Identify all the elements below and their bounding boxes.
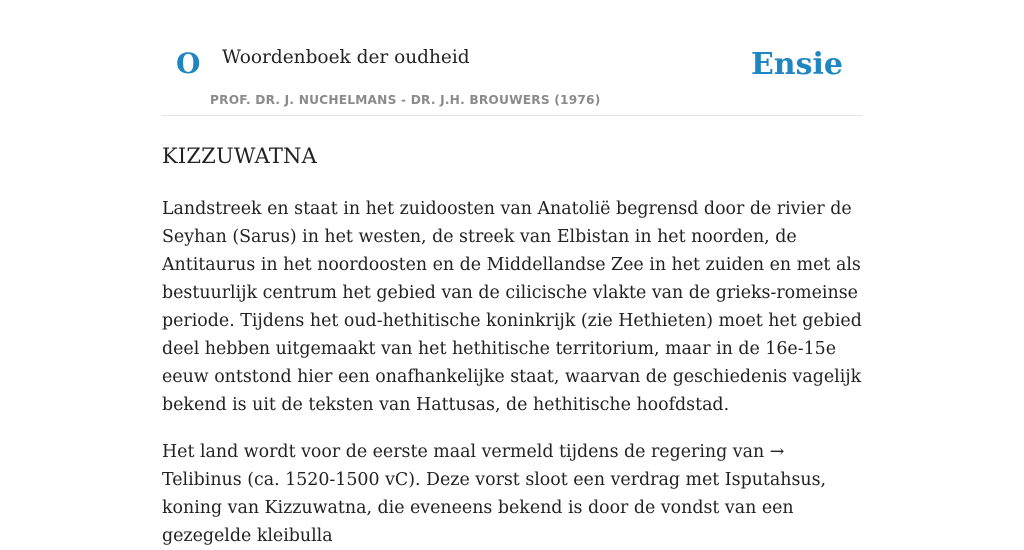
content-container — [162, 0, 862, 550]
arrow-right-icon: → — [769, 442, 785, 462]
article-paragraph-1: Landstreek en staat in het zuidoosten van Anatolië begrensd door de rivier de Seyhan (Sarus) in het westen, de streek van Elbistan in het noorden, de Antitaurus in het noordoosten en de Middellandse Zee in het zuiden en met als bestuurlijk centrum het gebied van de cilicische vlakte van de grieks-romeinse periode. Tijdens het oud-hethitische koninkrijk (zie Hethieten) moet het gebied deel hebben uitgemaakt van het hethitische territorium, maar in de 16e-15e eeuw ontstond hier een onafhankelijke staat, waarvan de geschiedenis vagelijk bekend is uit de teksten van Hattusas, de hethitische hoofdstad. — [162, 199, 862, 415]
paragraph-text: (ca. 1520-1500 vC). Deze vorst sloot een verdrag met Isputahsus, koning van Kizzuwatna, die eveneens bekend is door de vondst van een gezegelde kleibulla — [162, 470, 827, 546]
article-paragraph-2 — [162, 438, 862, 550]
book-title[interactable]: Woordenboek der oudheid — [222, 47, 470, 68]
book-authors: PROF. DR. J. NUCHELMANS - DR. J.H. BROUWERS (1976) — [210, 93, 601, 107]
paragraph-text: Het land wordt voor de eerste maal vermeld tijdens de regering van — [162, 442, 770, 462]
header — [162, 0, 862, 116]
index-letter[interactable]: O — [176, 47, 201, 80]
brand-logo[interactable]: Ensie — [750, 47, 843, 82]
entry-headword: KIZZUWATNA — [162, 144, 317, 168]
link-telibinus[interactable]: Telibinus — [162, 470, 242, 490]
